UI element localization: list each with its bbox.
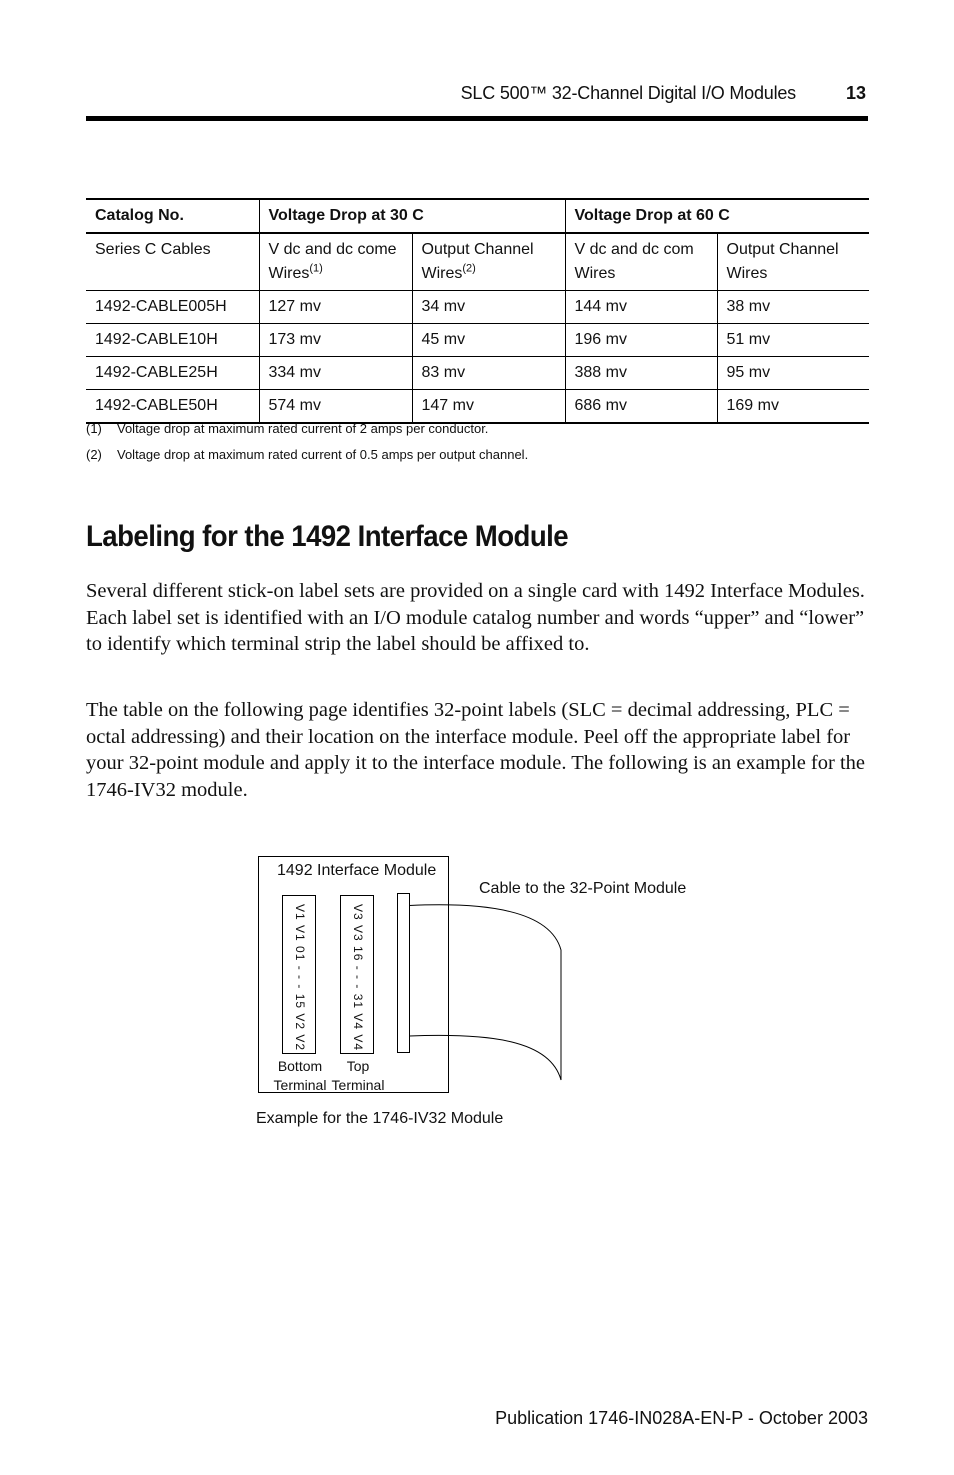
cell-catalog: 1492-CABLE005H <box>86 291 259 324</box>
cell-catalog: 1492-CABLE25H <box>86 357 259 390</box>
table-row <box>86 357 869 390</box>
table-header-row <box>86 199 869 233</box>
voltage-drop-table <box>86 198 869 424</box>
header-rule <box>86 116 868 121</box>
col-header-30c: Voltage Drop at 30 C <box>259 199 565 233</box>
subheader-vdc-30: V dc and dc come Wires$^{(1)}$ <box>259 233 412 291</box>
cell-value: 95 mv <box>717 357 869 390</box>
cell-value: 51 mv <box>717 324 869 357</box>
cell-catalog: 1492-CABLE10H <box>86 324 259 357</box>
table-row <box>86 291 869 324</box>
top-terminal-label: Top Terminal <box>331 1058 385 1093</box>
cell-value: 45 mv <box>412 324 565 357</box>
header-title: SLC 500™ 32-Channel Digital I/O Modules <box>460 83 796 103</box>
running-header <box>86 80 868 110</box>
cell-value: 83 mv <box>412 357 565 390</box>
subheader-vdc-60: V dc and dc com Wires <box>565 233 717 291</box>
body-paragraph: Several different stick-on label sets are provided on a single card with 1492 Interface Modules. Each label set is identified with an I/O module catalog number and words “upper” and “lower” to identify which terminal strip the label should be affixed to. <box>86 580 865 655</box>
cell-catalog: 1492-CABLE50H <box>86 390 259 424</box>
cell-value: 574 mv <box>259 390 412 424</box>
subheader-series: Series C Cables <box>86 233 259 291</box>
diagram-caption: Example for the 1746-IV32 Module <box>256 1110 504 1127</box>
module-label: 1492 Interface Module <box>277 862 437 879</box>
right-strip-label: V3 V3 16 - - - 31 V4 V4 <box>351 904 365 1052</box>
cell-value: 686 mv <box>565 390 717 424</box>
cell-value: 334 mv <box>259 357 412 390</box>
subheader-output-30: Output Channel Wires$^{(2)}$ <box>412 233 565 291</box>
cell-value: 173 mv <box>259 324 412 357</box>
cell-value: 127 mv <box>259 291 412 324</box>
publication-footer: Publication 1746-IN028A-EN-P - October 2003 <box>495 1408 868 1428</box>
page-number: 13 <box>845 83 866 103</box>
cell-value: 169 mv <box>717 390 869 424</box>
col-header-catalog: Catalog No. <box>86 199 259 233</box>
ribbon-cable <box>410 905 562 1080</box>
subheader-output-60: Output Channel Wires <box>717 233 869 291</box>
section-heading: Labeling for the 1492 Interface Module <box>86 520 569 553</box>
footnote-2: (2) Voltage drop at maximum rated current of 0.5 amps per output channel. <box>86 447 529 462</box>
footnote-1: (1) Voltage drop at maximum rated current of 2 amps per conductor. <box>86 421 489 436</box>
left-strip-label: V1 V1 01 - - - 15 V2 V2 <box>293 904 307 1052</box>
cell-value: 38 mv <box>717 291 869 324</box>
cell-value: 388 mv <box>565 357 717 390</box>
table-row <box>86 324 869 357</box>
cell-value: 147 mv <box>412 390 565 424</box>
bottom-terminal-label: Bottom Terminal <box>273 1058 327 1093</box>
table-row <box>86 390 869 424</box>
body-paragraph: The table on the following page identifies 32-point labels (SLC = decimal addressing, PLC = octal addressing) and their location on the interface module. Peel off the appropriate label for your 32-point module and apply it to the interface module. The following is an example for the 1746-IV32 module. <box>86 699 865 801</box>
cell-value: 196 mv <box>565 324 717 357</box>
cable-connector <box>398 894 410 1053</box>
interface-module-diagram <box>250 850 710 1150</box>
table-subheader-row <box>86 233 869 291</box>
col-header-60c: Voltage Drop at 60 C <box>565 199 869 233</box>
cell-value: 144 mv <box>565 291 717 324</box>
cell-value: 34 mv <box>412 291 565 324</box>
cable-label: Cable to the 32-Point Module <box>479 880 687 897</box>
